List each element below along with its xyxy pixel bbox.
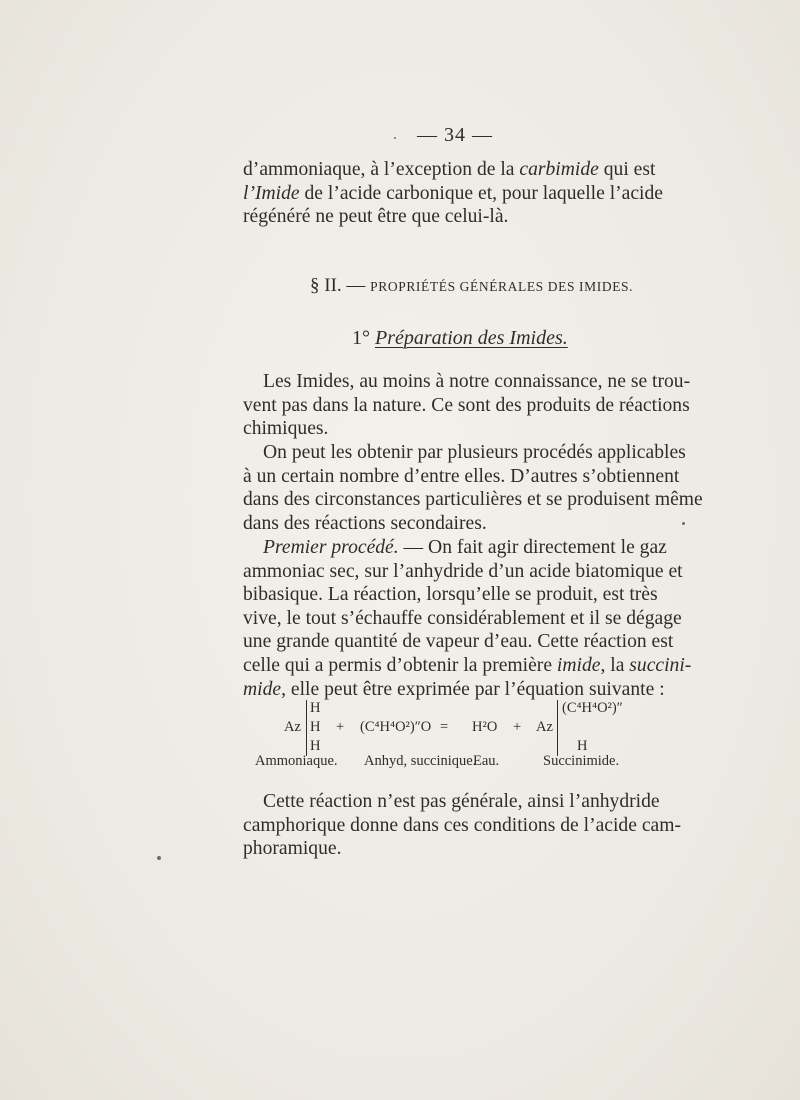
paper-speck (394, 137, 396, 139)
text-run: — On fait agir directement le gaz (398, 537, 667, 558)
hydrogen-atom: H (310, 719, 321, 735)
label-ammoniaque: Ammoniaque. (255, 753, 338, 769)
label-anhydride: Anhyd, succinique. (364, 753, 477, 769)
italic-term: l’Imide (243, 182, 300, 204)
text-line: vive, le tout s’échauffe considérablement et il se dégage (243, 607, 682, 629)
left-brace (306, 700, 307, 756)
text-line: Les Imides, au moins à notre connaissance, ne se trou- (263, 371, 691, 392)
section-heading (310, 275, 633, 297)
text-line: régénéré ne peut être que celui-là. (243, 206, 509, 228)
text-line: camphorique donne dans ces conditions de l’acide cam- (243, 814, 681, 836)
text-line: ammoniac sec, sur l’anhydride d’un acide biatomique et (243, 560, 683, 582)
subsection-title: Préparation des Imides. (375, 327, 568, 349)
text-line (243, 536, 667, 560)
nitrogen-symbol-right: Az (536, 719, 553, 735)
text-line (243, 654, 692, 678)
text-line (243, 158, 656, 182)
anhydride-formula: (C⁴H⁴O²)″O (360, 719, 432, 735)
text-line: dans des réactions secondaires. (243, 512, 487, 534)
italic-term: succini- (629, 654, 692, 676)
paragraph-2 (243, 441, 703, 535)
hydrogen-atom: H (310, 738, 321, 754)
italic-term: imide (556, 654, 601, 676)
label-eau: Eau. (473, 753, 500, 769)
hydrogen-atom: H (577, 738, 588, 754)
plus-sign: + (513, 719, 522, 735)
italic-term: Premier procédé. (263, 537, 399, 558)
text-line: bibasique. La réaction, lorsqu’elle se produit, est très (243, 584, 658, 606)
text-line (243, 678, 665, 702)
text-line: une grande quantité de vapeur d’eau. Cette réaction est (243, 631, 674, 653)
text-run: de l’acide carbonique et, pour laquelle l’acide (299, 182, 663, 204)
right-brace (557, 700, 558, 756)
plus-sign: + (336, 719, 345, 735)
text-line (243, 182, 663, 206)
section-prefix: § II. — (310, 275, 371, 296)
label-succinimide: Succinimide. (543, 753, 620, 769)
text-line: On peut les obtenir par plusieurs procédés applicables (263, 442, 686, 463)
text-run: qui est (598, 159, 656, 180)
text-line: vent pas dans la nature. Ce sont des produits de réactions (243, 394, 690, 416)
intro-paragraph (243, 158, 663, 229)
text-line: chimiques. (243, 418, 329, 440)
paragraph-1 (243, 370, 691, 441)
nitrogen-symbol-left: Az (284, 719, 301, 735)
hydrogen-atom: H (310, 700, 321, 716)
text-line: dans des circonstances particulières et se produisent même (243, 489, 703, 511)
equals-sign: = (440, 719, 449, 735)
subsection-heading (352, 327, 568, 350)
paragraph-4 (243, 790, 681, 861)
paper-speck (157, 856, 161, 860)
text-line: Cette réaction n’est pas générale, ainsi l’anhydride (263, 791, 660, 812)
italic-term: carbimide (519, 159, 599, 180)
text-run: , elle peut être exprimée par l’équation suivante : (281, 678, 665, 700)
water-formula: H²O (472, 719, 498, 735)
paper-speck (682, 522, 685, 525)
page-number: — 34 — (417, 124, 493, 146)
text-line: phoramique. (243, 838, 342, 860)
text-run: d’ammoniaque, à l’exception de la (243, 159, 520, 180)
paragraph-3 (243, 536, 692, 701)
text-line: à un certain nombre d’entre elles. D’autres s’obtiennent (243, 465, 680, 487)
succinyl-group: (C⁴H⁴O²)″ (562, 700, 623, 716)
italic-term: mide (243, 678, 282, 700)
subsection-number: 1° (352, 327, 375, 349)
section-title: PROPRIÉTÉS GÉNÉRALES DES IMIDES. (370, 279, 634, 294)
text-run: celle qui a permis d’obtenir la première (243, 654, 557, 676)
text-run: , la (600, 654, 630, 676)
